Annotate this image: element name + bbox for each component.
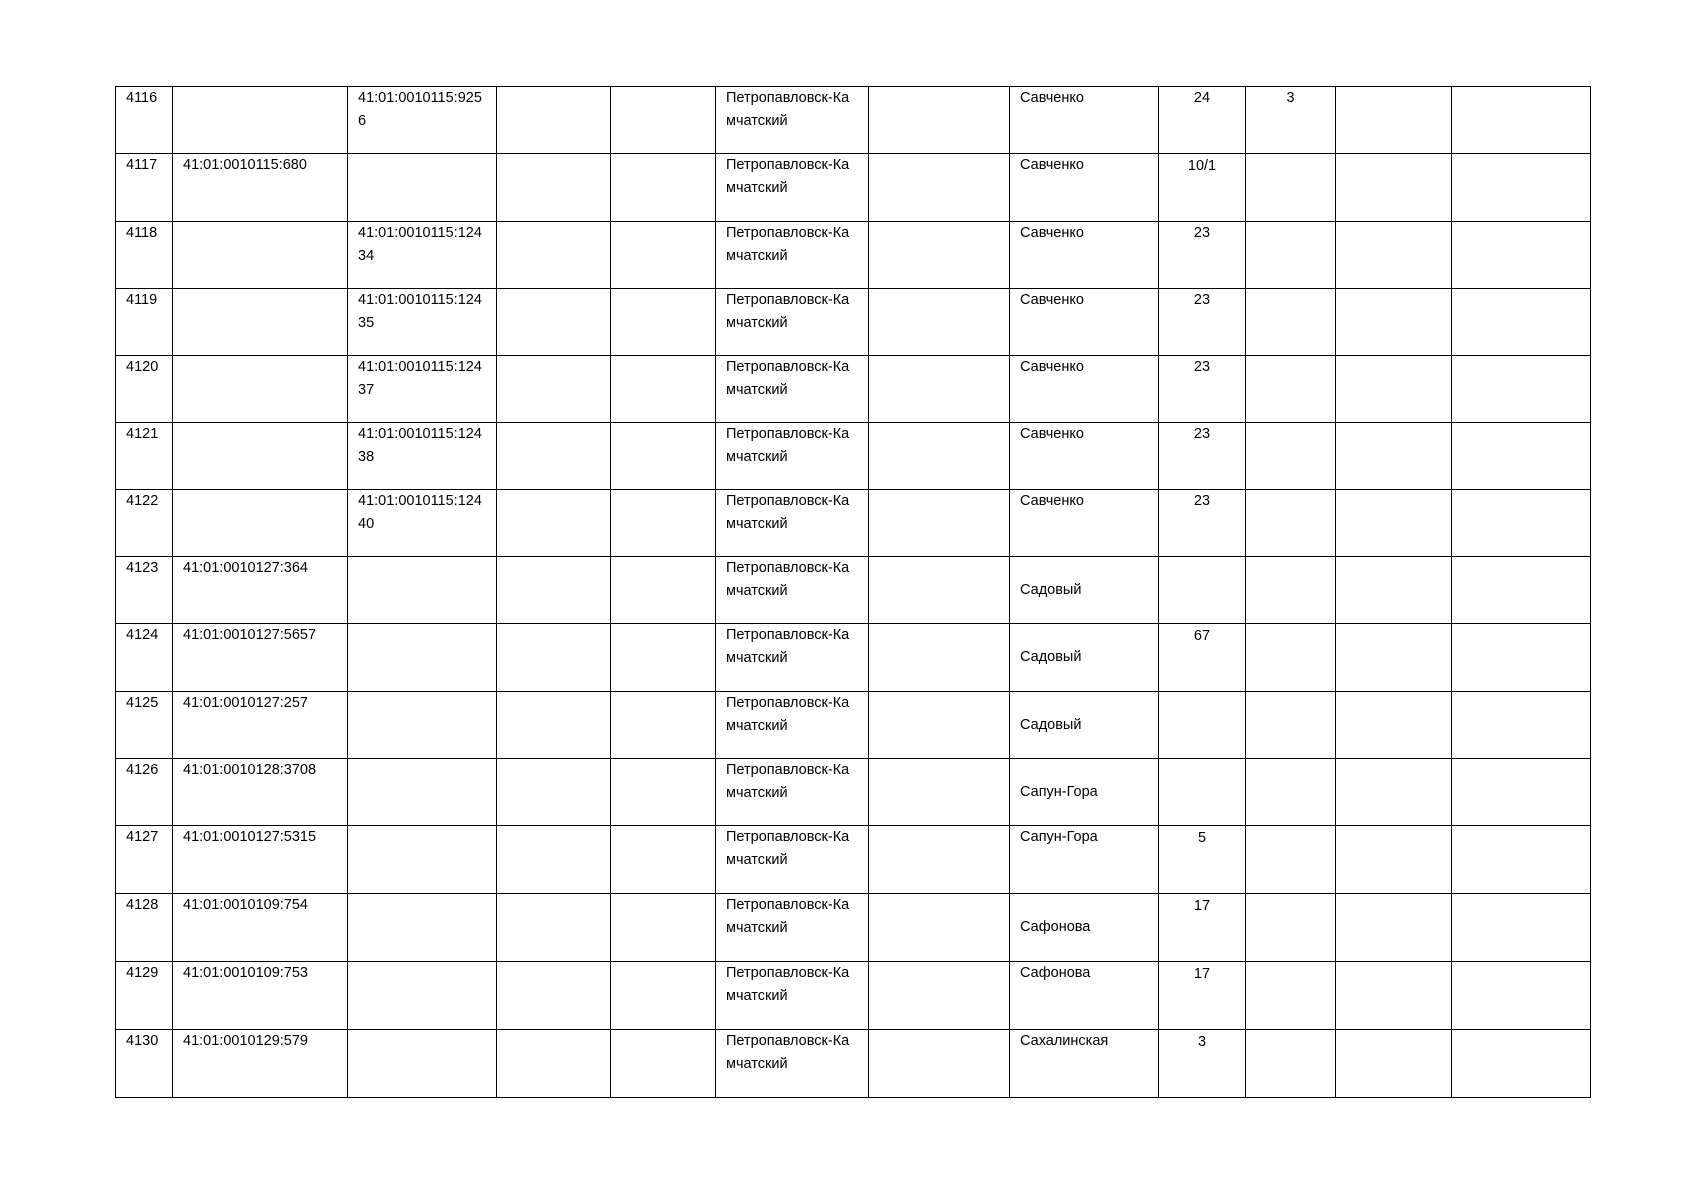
building-corpus	[1246, 826, 1336, 894]
street-name: Садовый	[1010, 692, 1159, 759]
table-row	[116, 423, 1591, 490]
city-name: Петропавловск-Камчатский	[716, 759, 869, 826]
empty-cell	[1336, 87, 1452, 154]
empty-cell	[611, 624, 716, 692]
city-name: Петропавловск-Камчатский	[716, 1030, 869, 1098]
empty-cell	[611, 87, 716, 154]
table-row	[116, 222, 1591, 289]
city-name: Петропавловск-Камчатский	[716, 894, 869, 962]
row-number: 4120	[116, 356, 173, 423]
house-number: 17	[1159, 894, 1246, 962]
building-cadastral-number	[348, 557, 497, 624]
city-name: Петропавловск-Камчатский	[716, 557, 869, 624]
row-number: 4128	[116, 894, 173, 962]
address-registry-table	[115, 86, 1591, 1098]
city-name: Петропавловск-Камчатский	[716, 826, 869, 894]
empty-cell	[869, 423, 1010, 490]
empty-cell	[1452, 962, 1591, 1030]
empty-cell	[869, 356, 1010, 423]
city-name: Петропавловск-Камчатский	[716, 962, 869, 1030]
building-cadastral-number	[348, 1030, 497, 1098]
empty-cell	[497, 222, 611, 289]
city-name: Петропавловск-Камчатский	[716, 356, 869, 423]
building-corpus	[1246, 624, 1336, 692]
empty-cell	[1336, 1030, 1452, 1098]
table-row	[116, 826, 1591, 894]
empty-cell	[869, 894, 1010, 962]
empty-cell	[869, 624, 1010, 692]
house-number: 23	[1159, 490, 1246, 557]
empty-cell	[611, 557, 716, 624]
street-name: Савченко	[1010, 87, 1159, 154]
house-number: 23	[1159, 423, 1246, 490]
empty-cell	[497, 624, 611, 692]
building-cadastral-number: 41:01:0010115:12438	[348, 423, 497, 490]
empty-cell	[497, 759, 611, 826]
building-corpus	[1246, 289, 1336, 356]
street-name: Сафонова	[1010, 894, 1159, 962]
land-cadastral-number: 41:01:0010128:3708	[173, 759, 348, 826]
building-cadastral-number	[348, 826, 497, 894]
row-number: 4122	[116, 490, 173, 557]
house-number	[1159, 557, 1246, 624]
city-name: Петропавловск-Камчатский	[716, 87, 869, 154]
empty-cell	[497, 692, 611, 759]
house-number: 10/1	[1159, 154, 1246, 222]
empty-cell	[1336, 222, 1452, 289]
house-number: 23	[1159, 356, 1246, 423]
street-name: Сапун-Гора	[1010, 759, 1159, 826]
empty-cell	[869, 1030, 1010, 1098]
building-corpus	[1246, 356, 1336, 423]
street-name: Сапун-Гора	[1010, 826, 1159, 894]
house-number: 67	[1159, 624, 1246, 692]
street-name: Савченко	[1010, 423, 1159, 490]
empty-cell	[869, 759, 1010, 826]
building-cadastral-number	[348, 759, 497, 826]
row-number: 4124	[116, 624, 173, 692]
row-number: 4116	[116, 87, 173, 154]
building-cadastral-number: 41:01:0010115:12434	[348, 222, 497, 289]
house-number: 3	[1159, 1030, 1246, 1098]
house-number: 24	[1159, 87, 1246, 154]
building-corpus	[1246, 759, 1336, 826]
empty-cell	[1452, 624, 1591, 692]
empty-cell	[611, 894, 716, 962]
row-number: 4119	[116, 289, 173, 356]
house-number	[1159, 692, 1246, 759]
building-cadastral-number: 41:01:0010115:12435	[348, 289, 497, 356]
empty-cell	[1336, 692, 1452, 759]
empty-cell	[869, 87, 1010, 154]
building-cadastral-number	[348, 692, 497, 759]
land-cadastral-number	[173, 356, 348, 423]
empty-cell	[1336, 624, 1452, 692]
street-name: Сафонова	[1010, 962, 1159, 1030]
city-name: Петропавловск-Камчатский	[716, 624, 869, 692]
building-corpus	[1246, 894, 1336, 962]
empty-cell	[611, 826, 716, 894]
empty-cell	[869, 154, 1010, 222]
building-cadastral-number: 41:01:0010115:12437	[348, 356, 497, 423]
empty-cell	[611, 490, 716, 557]
land-cadastral-number: 41:01:0010129:579	[173, 1030, 348, 1098]
building-corpus	[1246, 154, 1336, 222]
city-name: Петропавловск-Камчатский	[716, 692, 869, 759]
empty-cell	[611, 356, 716, 423]
row-number: 4118	[116, 222, 173, 289]
empty-cell	[497, 356, 611, 423]
city-name: Петропавловск-Камчатский	[716, 222, 869, 289]
city-name: Петропавловск-Камчатский	[716, 154, 869, 222]
empty-cell	[611, 289, 716, 356]
land-cadastral-number	[173, 87, 348, 154]
empty-cell	[611, 154, 716, 222]
empty-cell	[1452, 894, 1591, 962]
empty-cell	[1452, 356, 1591, 423]
street-name: Сахалинская	[1010, 1030, 1159, 1098]
empty-cell	[1336, 356, 1452, 423]
table-row	[116, 356, 1591, 423]
empty-cell	[497, 826, 611, 894]
building-cadastral-number	[348, 624, 497, 692]
empty-cell	[869, 490, 1010, 557]
house-number: 5	[1159, 826, 1246, 894]
building-corpus: 3	[1246, 87, 1336, 154]
table-row	[116, 759, 1591, 826]
row-number: 4117	[116, 154, 173, 222]
street-name: Савченко	[1010, 222, 1159, 289]
empty-cell	[611, 1030, 716, 1098]
row-number: 4127	[116, 826, 173, 894]
street-name: Савченко	[1010, 356, 1159, 423]
empty-cell	[1336, 557, 1452, 624]
table-row	[116, 490, 1591, 557]
empty-cell	[611, 759, 716, 826]
empty-cell	[611, 692, 716, 759]
street-name: Савченко	[1010, 490, 1159, 557]
land-cadastral-number: 41:01:0010127:5315	[173, 826, 348, 894]
table-row	[116, 289, 1591, 356]
empty-cell	[1336, 894, 1452, 962]
empty-cell	[1452, 826, 1591, 894]
building-cadastral-number: 41:01:0010115:9256	[348, 87, 497, 154]
empty-cell	[497, 154, 611, 222]
empty-cell	[869, 289, 1010, 356]
empty-cell	[869, 826, 1010, 894]
empty-cell	[1336, 962, 1452, 1030]
table-body	[116, 87, 1591, 1098]
land-cadastral-number: 41:01:0010115:680	[173, 154, 348, 222]
empty-cell	[1336, 289, 1452, 356]
empty-cell	[497, 87, 611, 154]
empty-cell	[1452, 154, 1591, 222]
table-row	[116, 962, 1591, 1030]
building-cadastral-number	[348, 894, 497, 962]
table-row	[116, 154, 1591, 222]
building-cadastral-number	[348, 962, 497, 1030]
land-cadastral-number	[173, 490, 348, 557]
city-name: Петропавловск-Камчатский	[716, 289, 869, 356]
building-cadastral-number: 41:01:0010115:12440	[348, 490, 497, 557]
table-row	[116, 1030, 1591, 1098]
empty-cell	[1336, 423, 1452, 490]
table-row	[116, 624, 1591, 692]
empty-cell	[611, 222, 716, 289]
empty-cell	[1452, 557, 1591, 624]
empty-cell	[1452, 289, 1591, 356]
street-name: Савченко	[1010, 154, 1159, 222]
empty-cell	[497, 557, 611, 624]
empty-cell	[497, 894, 611, 962]
empty-cell	[869, 692, 1010, 759]
row-number: 4130	[116, 1030, 173, 1098]
building-corpus	[1246, 962, 1336, 1030]
land-cadastral-number	[173, 222, 348, 289]
street-name: Савченко	[1010, 289, 1159, 356]
row-number: 4129	[116, 962, 173, 1030]
city-name: Петропавловск-Камчатский	[716, 490, 869, 557]
empty-cell	[611, 423, 716, 490]
empty-cell	[1452, 490, 1591, 557]
empty-cell	[497, 1030, 611, 1098]
empty-cell	[1452, 692, 1591, 759]
table-row	[116, 692, 1591, 759]
building-corpus	[1246, 557, 1336, 624]
street-name: Садовый	[1010, 557, 1159, 624]
land-cadastral-number: 41:01:0010109:753	[173, 962, 348, 1030]
house-number: 23	[1159, 289, 1246, 356]
table-row	[116, 894, 1591, 962]
row-number: 4126	[116, 759, 173, 826]
empty-cell	[1452, 759, 1591, 826]
table-row	[116, 557, 1591, 624]
building-corpus	[1246, 1030, 1336, 1098]
building-corpus	[1246, 423, 1336, 490]
empty-cell	[1452, 1030, 1591, 1098]
empty-cell	[1452, 222, 1591, 289]
empty-cell	[611, 962, 716, 1030]
empty-cell	[1452, 87, 1591, 154]
empty-cell	[1452, 423, 1591, 490]
land-cadastral-number: 41:01:0010127:257	[173, 692, 348, 759]
row-number: 4121	[116, 423, 173, 490]
empty-cell	[1336, 759, 1452, 826]
empty-cell	[869, 557, 1010, 624]
empty-cell	[869, 962, 1010, 1030]
land-cadastral-number: 41:01:0010127:5657	[173, 624, 348, 692]
land-cadastral-number: 41:01:0010127:364	[173, 557, 348, 624]
house-number: 23	[1159, 222, 1246, 289]
street-name: Садовый	[1010, 624, 1159, 692]
empty-cell	[1336, 154, 1452, 222]
empty-cell	[1336, 826, 1452, 894]
land-cadastral-number: 41:01:0010109:754	[173, 894, 348, 962]
table-row	[116, 87, 1591, 154]
building-cadastral-number	[348, 154, 497, 222]
house-number	[1159, 759, 1246, 826]
row-number: 4125	[116, 692, 173, 759]
empty-cell	[497, 490, 611, 557]
building-corpus	[1246, 222, 1336, 289]
empty-cell	[497, 962, 611, 1030]
city-name: Петропавловск-Камчатский	[716, 423, 869, 490]
empty-cell	[869, 222, 1010, 289]
empty-cell	[497, 289, 611, 356]
empty-cell	[1336, 490, 1452, 557]
building-corpus	[1246, 692, 1336, 759]
house-number: 17	[1159, 962, 1246, 1030]
empty-cell	[497, 423, 611, 490]
row-number: 4123	[116, 557, 173, 624]
building-corpus	[1246, 490, 1336, 557]
land-cadastral-number	[173, 289, 348, 356]
land-cadastral-number	[173, 423, 348, 490]
